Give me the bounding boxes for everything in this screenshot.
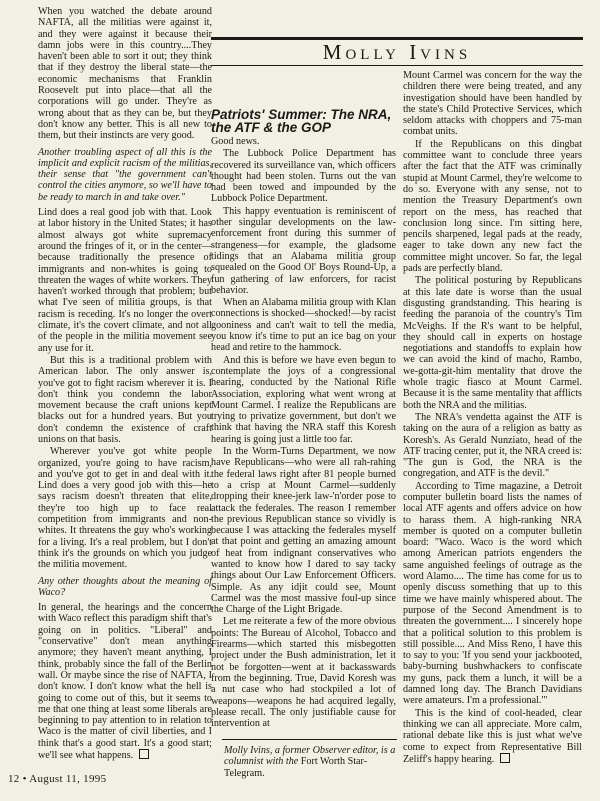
paragraph: Let me reiterate a few of the more obvious points: The Bureau of Alcohol, Tobacco and Firearms—which started this misbegotten project under the Bush administration, let it not be forgotten—went at it backasswards from the beginning. True, David Koresh was a nut case who had stockpiled a lot of weapons—weapons he had acquired legally, please recall. The only justifiable cause for intervention at: [211, 616, 396, 730]
interview-question: Any other thoughts about the meaning of Waco?: [38, 575, 212, 598]
column-right: [403, 70, 582, 765]
paragraph: [403, 708, 582, 765]
author-bio: [224, 745, 399, 779]
paragraph: Wherever you've got white people organized, you're going to have racism, and you've got to get in and deal with it. Lind does a very good job with this—he says racism doesn't threaten that elite, they're too high up to face real competition from immigrants and non-whites. It threatens the guy who's working for a living. It's a real problem, but I don't think it's the grounds on which you judge the militia movement.: [38, 446, 212, 571]
paragraph: If the Republicans on this dingbat committee want to conclude three years after the fact that the ATF was criminally stupid at Mount Carmel, they're welcome to do so. Everyone with any sense, not to mention the Treasury Department's own report on the mess, has reached that conclusion long since. I'm sitting here, pencils sharpened, legal pads at the ready, eager to take down any new fact the committee might uncover. So far, the legal pads are perfectly bland.: [403, 138, 582, 275]
paragraph: When you watched the debate around NAFTA, all the militias were against it, and they were against it because their damn jobs were in this country....They haven't been able to sort it out; they think that if they destroy the liberal state—the economic mechanisms that Franklin Roosevelt put into place—that all the corporations will go under. They're as wrong about that as they can be, but they don't know any better. This is all new to them, but their instincts are very good.: [38, 6, 212, 142]
paragraph: [38, 602, 212, 761]
paragraph: In the Worm-Turns Department, we now have Republicans—who were all rah-rahing the federal laws right after 81 people burned to a crisp at Mount Carmel—suddenly dropping their knee-jerk law-'n'order pose to attack the federales. The reason I remember the previous Republican stance so vividly is because I was attacking the federales myself at that point and getting an amazing amount of heat from indignant conservatives who wanted to know how I dared to say tacky things about Our Law Enforcement Officers. Simple. As any idjit could see, Mount Carmel was the most massive foul-up since the Charge of the Light Brigade.: [211, 446, 396, 616]
column-middle: [211, 108, 396, 729]
author-bio-paper: Fort Worth Star-Telegram.: [224, 756, 368, 779]
paragraph: When an Alabama militia group with Klan connections is shocked—shocked!—by racist gooniness and can't wait to tell the media, you know it's time to put an ice bag on your head and retire to the hammock.: [211, 297, 396, 354]
column-header: [211, 37, 583, 66]
paragraph-text: This is the kind of cool-headed, clear thinking we can all appreciate. More calm, rational debate like this is just what we've come to expect from Representative Bill Zeliff's happy hearing.: [403, 707, 582, 765]
paragraph: Lind does a real good job with that. Look at labor history in the United States; it has almost always got white supremacy around the fringes of it, or in the center—because traditionally the presence of immigrants and non-whites is going to threaten the wages of white workers. They haven't worked through that problem; but what I've seen of militia groups, is that racism is receding. It's no longer the overt climate, it's the covert climate, and not all of the people in the militia movement see any use for it.: [38, 207, 212, 354]
columnist-name: Molly Ivins: [322, 40, 472, 64]
interview-question: Another troubling aspect of all this is the implicit and explicit racism of the militias, their sense that "the government can't control the cities anymore, so we'll have to be ready to march in and take over.": [38, 146, 212, 203]
paragraph: This happy eventuation is reminiscent of other singular developments on the law-enforcement front during this summer of strangeness—for example, the gladsome tidings that an Alabama militia group squealed on the Good Ol' Boys Round-Up, a fun gathering of law enforcers, for racist behavior.: [211, 205, 396, 296]
paragraph: But this is a traditional problem with American labor. The only answer is, you've got to fight racism wherever it is. I don't think you condemn the labor movement because the craft unions kept blacks out for a hundred years. But you don't condemn the existence of craft unions on that basis.: [38, 354, 212, 445]
end-mark-icon: [500, 753, 510, 763]
page-folio: 12 • August 11, 1995: [8, 773, 107, 785]
paragraph: And this is before we have even begun to contemplate the joys of a congressional hearing, conducted by the National Rifle Association, exploring what went wrong at Mount Carmel. I realize the Republicans are trying to privatize government, but don't we think that having the NRA staff this Koresh hearing is going just a little too far.: [211, 354, 396, 445]
end-mark-icon: [139, 749, 149, 759]
paragraph-text: In general, the hearings and the concern with Waco reflect this paradigm shift that's going on in politics. "Liberal" and "conservative" don't mean anything anymore; they haven't meant anything, I think, probably since the fall of the Berlin wall. Or maybe since the rise of NAFTA, I don't know. I don't know what the hell is going to come out of this, but it seems to me that one thing at least some liberals are beginning to pay attention to in relation to Waco is the matter of civil liberties, and I think that's a good start. It's a good start; we'll see what happens.: [38, 602, 212, 761]
paragraph: The political posturing by Republicans at this late date is worse than the usual disgusting grandstanding. This hearing is feeding the paranoia of the country's Tim McVeighs. If the R's want to be helpful, they should call in experts on hostage negotiations and standoffs to explain how we can avoid the kind of macho, Rambo, we-gotta-git-him mentality that drove the whole tragic fiasco at Mount Carmel. Because it is the same mentality that afflicts both the NRA and the militias.: [403, 275, 582, 411]
paragraph: The NRA's vendetta against the ATF is taking on the aura of a religion as batty as Koresh's. As Gerald Nunziato, head of the ATF tracing center, put it, the NRA creed is: "The gun is God, the NRA is the congregation, and ATF is the devil.": [403, 411, 582, 480]
paragraph: Mount Carmel was concern for the way the children there were being treated, and any investigation should have been handled by the state's Child Protective Services, which seldom attacks with choppers and 75-man combat units.: [403, 70, 582, 138]
paragraph: According to Time magazine, a Detroit computer bulletin board lists the names of local ATF agents and offers advice on how to harass them. A high-ranking NRA member is quoted on a computer bulletin board: "Waco. Waco is the word which among American patriots engenders the same anguished feelings of outrage as the word Alamo.... The time has come for us to openly discuss something that up to this time we have mainly whispered about. The purpose of the Second Amendment is to threaten the government.... I sincerely hope that a political solution to this problem is still possible.... And Miss Reno, I have this to say to you: 'If you send your jackbooted, baby-burning bushwhackers to confiscate my guns, pack them a lunch, it will be a damned long day. The Branch Davidians were amateurs. I'm a professional.'": [403, 480, 582, 707]
signature-divider: [222, 739, 397, 740]
paragraph: The Lubbock Police Department has recovered its surveillance van, which officers thought had been stolen. Turns out the van had been towed and impounded by the Lubbock Police Department.: [211, 148, 396, 205]
paragraph: Good news.: [211, 136, 260, 147]
author-bio-text: Molly Ivins, a former Observer editor, is a columnist with the: [224, 745, 396, 768]
article-headline: Patriots' Summer: The NRA, the ATF & the GOP: [211, 107, 392, 135]
column-left: [38, 6, 212, 761]
